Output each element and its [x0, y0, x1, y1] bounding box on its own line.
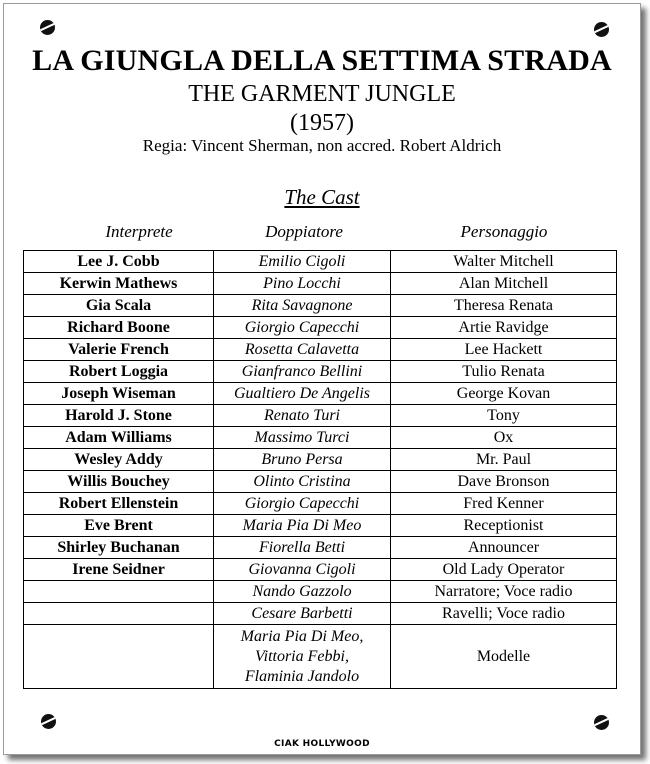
- character-cell: Dave Bronson: [391, 471, 617, 493]
- actor-cell: Wesley Addy: [24, 449, 214, 471]
- ciak-hollywood-logo: CIAK HOLLYWOOD: [274, 739, 370, 749]
- character-cell: Mr. Paul: [391, 449, 617, 471]
- character-cell: Ox: [391, 427, 617, 449]
- character-cell: Announcer: [391, 537, 617, 559]
- character-cell: Receptionist: [391, 515, 617, 537]
- character-cell: Modelle: [391, 625, 617, 689]
- actor-cell: [24, 581, 214, 603]
- original-title: THE GARMENT JUNGLE: [188, 81, 456, 107]
- dubber-cell: Rosetta Calavetta: [214, 339, 391, 361]
- actor-cell: Eve Brent: [24, 515, 214, 537]
- release-year: (1957): [290, 110, 354, 136]
- character-cell: Old Lady Operator: [391, 559, 617, 581]
- character-cell: Ravelli; Voce radio: [391, 603, 617, 625]
- table-row: [24, 295, 617, 317]
- actor-cell: Kerwin Mathews: [24, 273, 214, 295]
- table-row: [24, 361, 617, 383]
- table-row: [24, 405, 617, 427]
- actor-cell: Valerie French: [24, 339, 214, 361]
- actor-cell: Richard Boone: [24, 317, 214, 339]
- screw-icon: [40, 20, 55, 35]
- actor-cell: Shirley Buchanan: [24, 537, 214, 559]
- dubber-cell: Giorgio Capecchi: [214, 493, 391, 515]
- table-row: [24, 339, 617, 361]
- dubber-cell: Cesare Barbetti: [214, 603, 391, 625]
- dubber-cell: Emilio Cigoli: [214, 251, 391, 273]
- character-cell: George Kovan: [391, 383, 617, 405]
- actor-cell: Adam Williams: [24, 427, 214, 449]
- character-cell: Tulio Renata: [391, 361, 617, 383]
- dubber-cell: Renato Turi: [214, 405, 391, 427]
- character-cell: Artie Ravidge: [391, 317, 617, 339]
- table-row: [24, 559, 617, 581]
- screw-icon: [594, 715, 609, 730]
- table-row: [24, 603, 617, 625]
- dubber-cell: [214, 625, 391, 689]
- table-row: [24, 317, 617, 339]
- table-row: [24, 515, 617, 537]
- actor-cell: Irene Seidner: [24, 559, 214, 581]
- dubber-cell: Olinto Cristina: [214, 471, 391, 493]
- actor-cell: Robert Loggia: [24, 361, 214, 383]
- dubber-cell: Gualtiero De Angelis: [214, 383, 391, 405]
- cast-plaque: [3, 3, 641, 755]
- table-row: [24, 471, 617, 493]
- actor-cell: Harold J. Stone: [24, 405, 214, 427]
- actor-cell: Willis Bouchey: [24, 471, 214, 493]
- actor-cell: Lee J. Cobb: [24, 251, 214, 273]
- actor-cell: Gia Scala: [24, 295, 214, 317]
- column-header-dubber: Doppiatore: [265, 222, 343, 241]
- column-header-actor: Interprete: [105, 222, 173, 241]
- character-cell: Fred Kenner: [391, 493, 617, 515]
- character-cell: Theresa Renata: [391, 295, 617, 317]
- character-cell: Alan Mitchell: [391, 273, 617, 295]
- table-row: [24, 493, 617, 515]
- table-row: [24, 537, 617, 559]
- film-title: LA GIUNGLA DELLA SETTIMA STRADA: [32, 44, 612, 77]
- dubber-cell: Maria Pia Di Meo: [214, 515, 391, 537]
- dubber-name: Vittoria Febbi,: [255, 647, 349, 665]
- table-row: [24, 625, 617, 689]
- dubber-cell: Giovanna Cigoli: [214, 559, 391, 581]
- dubber-cell: Rita Savagnone: [214, 295, 391, 317]
- actor-cell: Joseph Wiseman: [24, 383, 214, 405]
- dubber-cell: Fiorella Betti: [214, 537, 391, 559]
- dubber-cell: Nando Gazzolo: [214, 581, 391, 603]
- character-cell: Tony: [391, 405, 617, 427]
- table-row: [24, 427, 617, 449]
- table-row: [24, 449, 617, 471]
- dubber-cell: Massimo Turci: [214, 427, 391, 449]
- character-cell: Lee Hackett: [391, 339, 617, 361]
- character-cell: Walter Mitchell: [391, 251, 617, 273]
- actor-cell: [24, 625, 214, 689]
- dubber-cell: Gianfranco Bellini: [214, 361, 391, 383]
- column-header-character: Personaggio: [460, 222, 548, 241]
- director-credit: Regia: Vincent Sherman, non accred. Robert Aldrich: [142, 136, 502, 155]
- table-row: [24, 383, 617, 405]
- cast-table: [23, 250, 617, 689]
- table-row: [24, 273, 617, 295]
- dubber-cell: Giorgio Capecchi: [214, 317, 391, 339]
- dubber-name: Flaminia Jandolo: [244, 667, 360, 685]
- screw-icon: [594, 22, 609, 37]
- cast-heading: The Cast: [284, 185, 360, 209]
- table-row: [24, 581, 617, 603]
- table-row: [24, 251, 617, 273]
- actor-cell: Robert Ellenstein: [24, 493, 214, 515]
- screw-icon: [41, 714, 56, 729]
- dubber-name: Maria Pia Di Meo,: [240, 627, 364, 645]
- dubber-cell: Bruno Persa: [214, 449, 391, 471]
- dubber-cell: Pino Locchi: [214, 273, 391, 295]
- character-cell: Narratore; Voce radio: [391, 581, 617, 603]
- actor-cell: [24, 603, 214, 625]
